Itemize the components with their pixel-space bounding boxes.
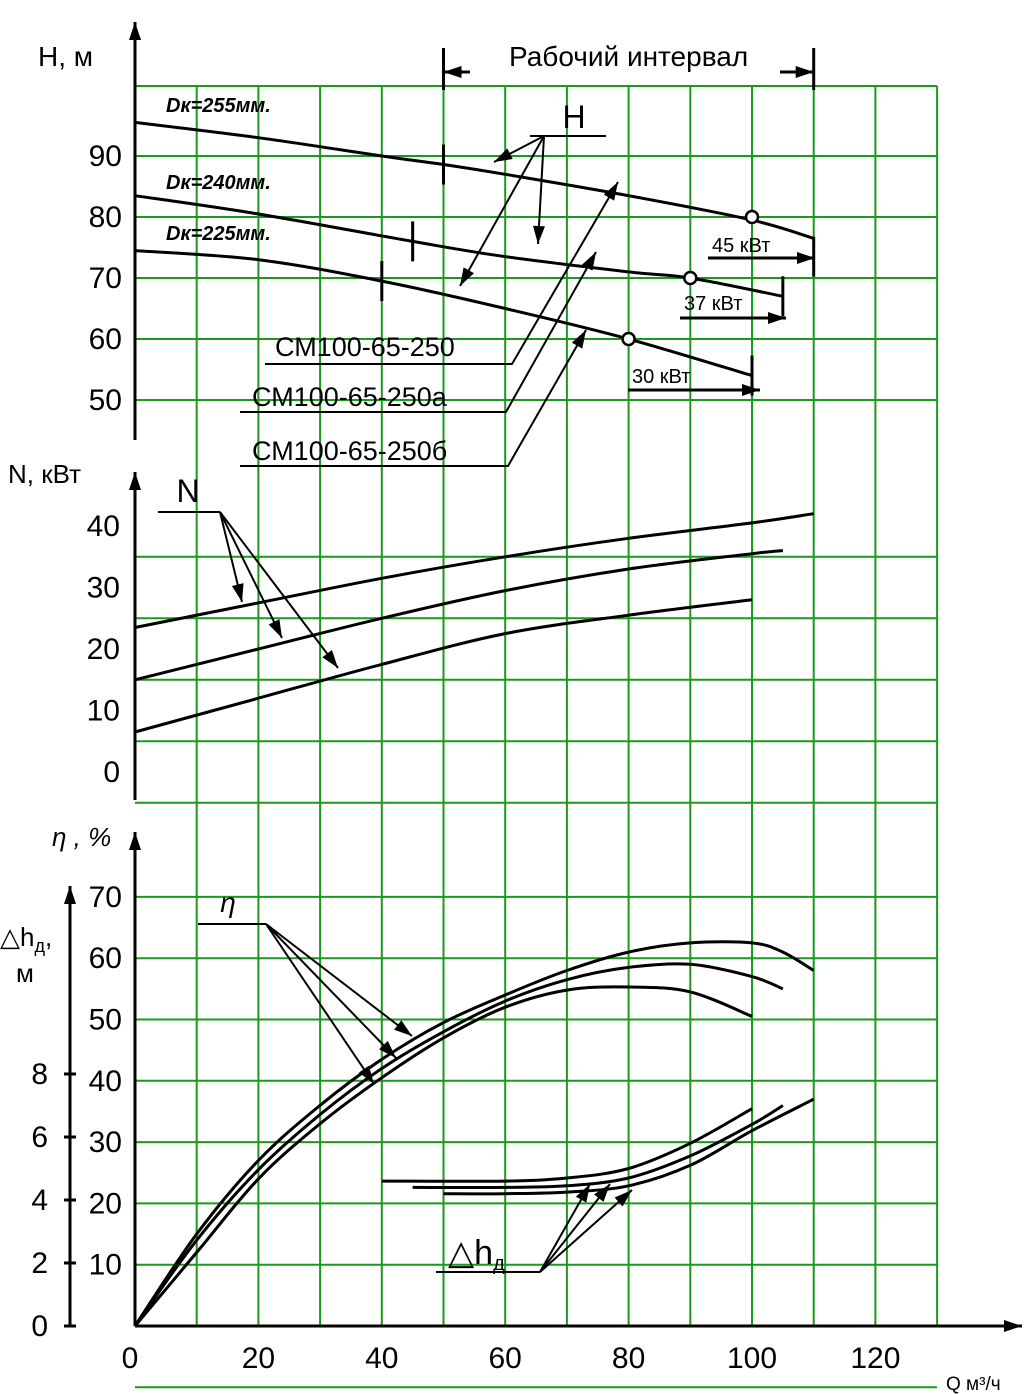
interval-label: Рабочий интервал: [508, 41, 749, 72]
motor-power-label: 30 кВт: [632, 366, 691, 388]
h-axis-title: H, м: [38, 41, 94, 72]
n-tick-label: 30: [86, 571, 120, 605]
labels: [0, 41, 1001, 1394]
q-tick-label: 40: [365, 1342, 399, 1375]
eta-tick-label: 40: [88, 1064, 122, 1098]
pump-model-label: СМ100-65-250: [275, 332, 455, 362]
dh-axis-title-main: △h: [0, 922, 35, 952]
n-tick-label: 40: [86, 510, 120, 543]
h-tick-label: 50: [88, 384, 122, 417]
diameter-label: Dк=225мм.: [166, 223, 271, 245]
n-tick-label: 20: [86, 633, 120, 666]
eta-tick-label: 20: [88, 1187, 122, 1221]
operating-point: [746, 211, 758, 223]
n-tick-label: 0: [103, 756, 120, 789]
dh-axis-unit: м: [16, 958, 34, 988]
head-callout-label: H: [562, 99, 586, 135]
dh-axis-title-sub: д: [34, 936, 45, 956]
eta-tick-label: 10: [88, 1248, 122, 1282]
diameter-label: Dк=255мм.: [166, 95, 271, 117]
npsh-callout-arrow: [540, 1184, 610, 1272]
h-tick-label: 90: [88, 140, 122, 173]
operating-point: [623, 333, 635, 345]
npsh-callout-arrow: [540, 1184, 590, 1272]
npsh-callout-label-sub: д: [493, 1253, 505, 1275]
pump-model-label: СМ100-65-250а: [252, 382, 447, 412]
pump-model-label: СМ100-65-250б: [252, 436, 448, 466]
eta-tick-label: 60: [88, 942, 122, 976]
motor-power-label: 37 кВт: [684, 293, 743, 315]
dh-tick-label: 2: [31, 1247, 48, 1280]
dh-axis-title-tail: ,: [44, 922, 53, 952]
n-tick-label: 10: [86, 694, 120, 728]
h-tick-label: 60: [88, 323, 122, 356]
npsh-callout-label: [448, 1234, 505, 1275]
dh-tick-label: 6: [31, 1121, 48, 1154]
eta-tick-label: 70: [88, 880, 122, 914]
diameter-label: Dк=240мм.: [166, 172, 271, 194]
eta-callout-arrow: [266, 924, 396, 1058]
q-tick-label: 60: [488, 1342, 522, 1375]
dh-tick-label: 0: [31, 1310, 48, 1343]
eta-tick-label: 30: [88, 1126, 122, 1160]
power-callout-label: N: [176, 473, 200, 509]
eta-callout-label: η: [220, 887, 236, 918]
power-curve: [135, 514, 814, 628]
q-tick-label: 0: [121, 1342, 139, 1375]
npsh-callout-arrow: [540, 1190, 632, 1272]
dh-tick-label: 4: [31, 1184, 48, 1217]
npsh-callout-label-main: △h: [448, 1234, 494, 1272]
dh-tick-label: 8: [31, 1058, 48, 1091]
operating-point: [684, 272, 696, 284]
power-curve: [135, 551, 783, 680]
head-callout-arrow: [538, 136, 544, 244]
eta-axis-title: η , %: [52, 822, 112, 852]
q-axis-title: Q м³/ч: [946, 1374, 1001, 1394]
motor-power-label: 45 кВт: [712, 235, 771, 257]
h-tick-label: 80: [88, 201, 122, 234]
q-tick-label: 20: [241, 1342, 276, 1375]
eta-tick-label: 50: [88, 1003, 122, 1037]
dh-axis-title: [0, 922, 52, 956]
q-tick-label: 120: [850, 1342, 901, 1375]
q-tick-label: 100: [726, 1342, 778, 1375]
q-tick-label: 80: [611, 1342, 646, 1375]
n-axis-title: N, кВт: [8, 459, 81, 489]
h-tick-label: 70: [88, 262, 122, 295]
